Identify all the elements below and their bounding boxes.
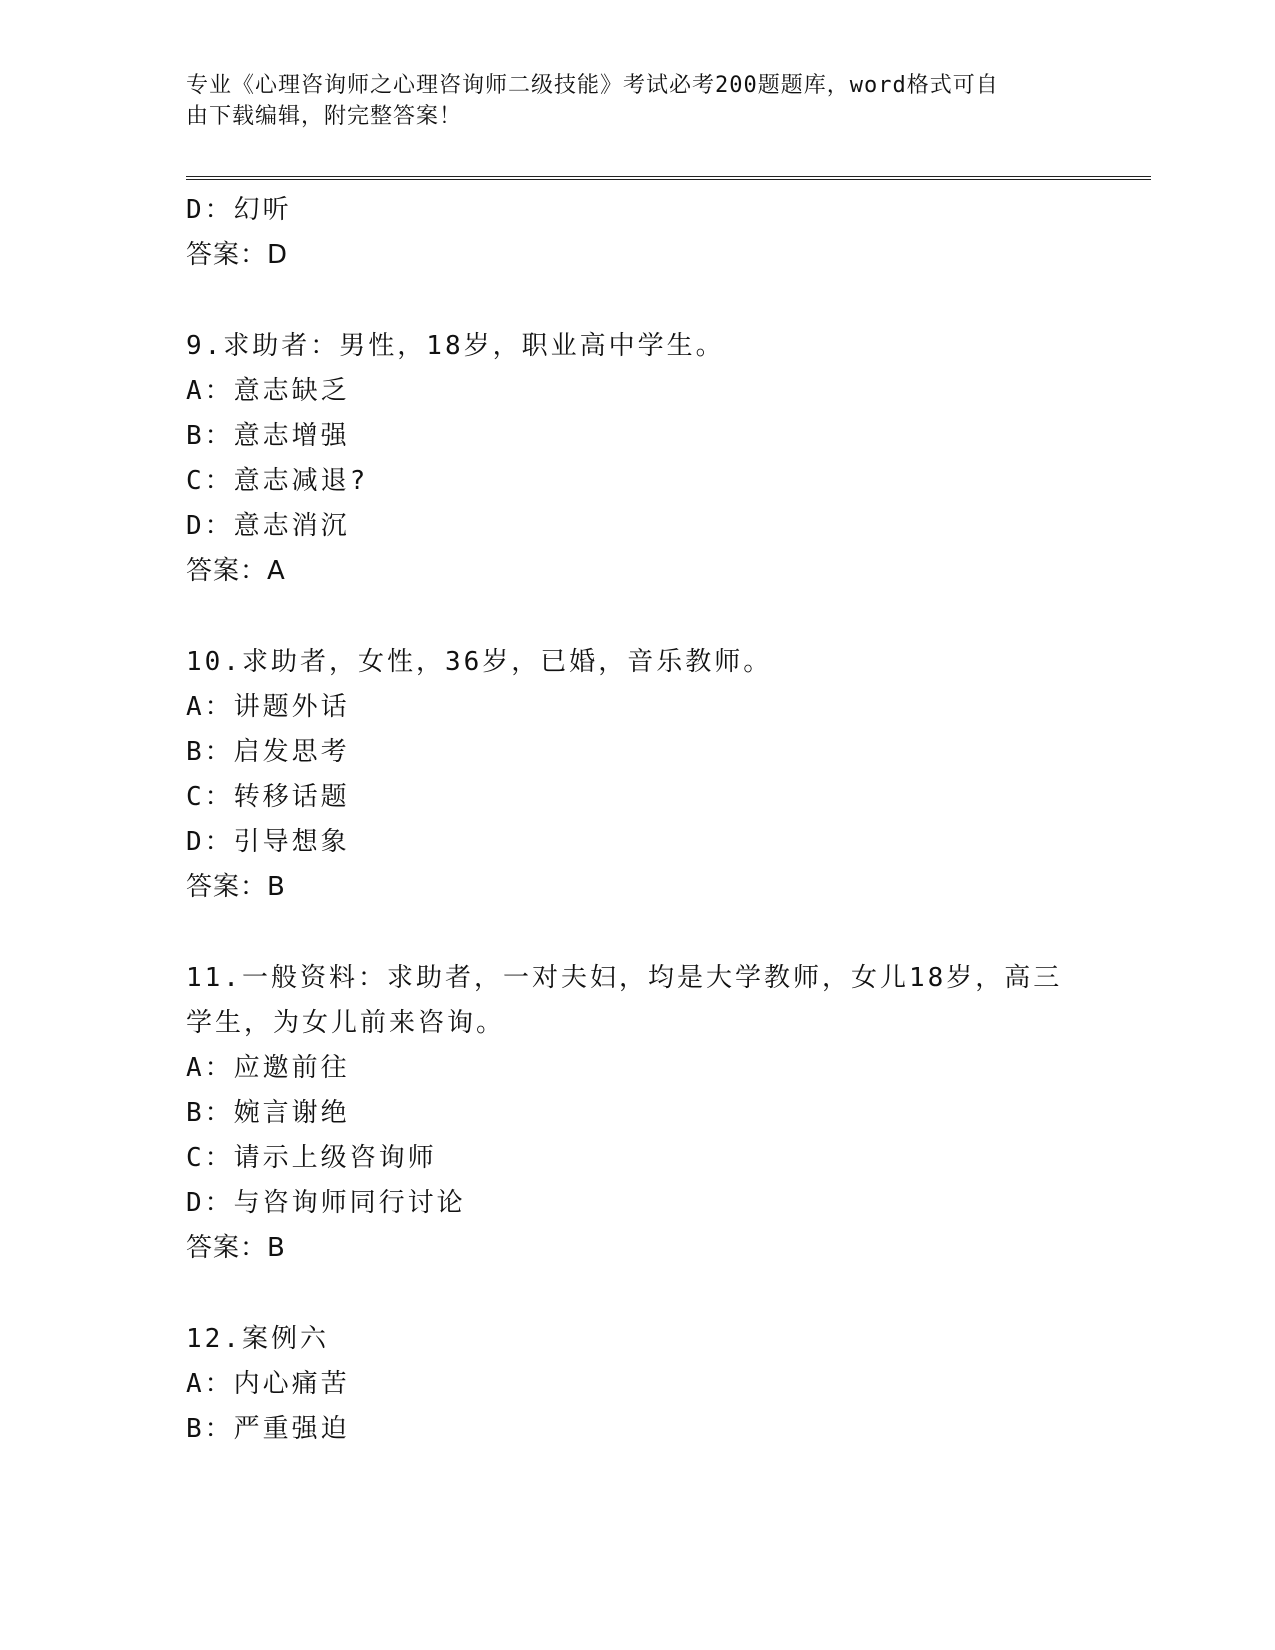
q9-option-a: A：意志缺乏 [186, 376, 350, 406]
q10-answer: 答案：B [186, 872, 286, 902]
q10-option-c: C：转移话题 [186, 782, 350, 812]
q8-option-d: D：幻听 [186, 195, 292, 225]
q11-answer: 答案：B [186, 1233, 286, 1263]
q10-question: 10.求助者，女性，36岁，已婚，音乐教师。 [186, 647, 773, 677]
q11-question-line-1: 11.一般资料：求助者，一对夫妇，均是大学教师，女儿18岁，高三 [186, 963, 1063, 993]
header-line-1: 专业《心理咨询师之心理咨询师二级技能》考试必考200题题库，word格式可自 [186, 73, 999, 98]
q9-answer: 答案：A [186, 556, 286, 586]
header-divider [186, 176, 1151, 180]
q11-option-c: C：请示上级咨询师 [186, 1143, 437, 1173]
q11-option-a: A：应邀前往 [186, 1053, 350, 1083]
q11-question-line-2: 学生，为女儿前来咨询。 [186, 1008, 506, 1038]
q11-option-b: B：婉言谢绝 [186, 1098, 350, 1128]
q9-question: 9.求助者：男性，18岁，职业高中学生。 [186, 331, 725, 361]
q10-option-b: B：启发思考 [186, 737, 350, 767]
header-line-2: 由下载编辑，附完整答案！ [186, 104, 463, 129]
q9-option-b: B：意志增强 [186, 421, 350, 451]
q10-option-a: A：讲题外话 [186, 692, 350, 722]
q10-option-d: D：引导想象 [186, 827, 350, 857]
q12-question: 12.案例六 [186, 1324, 329, 1354]
q9-option-d: D：意志消沉 [186, 511, 350, 541]
q8-answer: 答案：D [186, 240, 289, 270]
q11-option-d: D：与咨询师同行讨论 [186, 1188, 466, 1218]
q12-option-b: B：严重强迫 [186, 1414, 350, 1444]
q9-option-c: C：意志减退? [186, 466, 369, 496]
document-header [186, 70, 1066, 132]
q12-option-a: A：内心痛苦 [186, 1369, 350, 1399]
